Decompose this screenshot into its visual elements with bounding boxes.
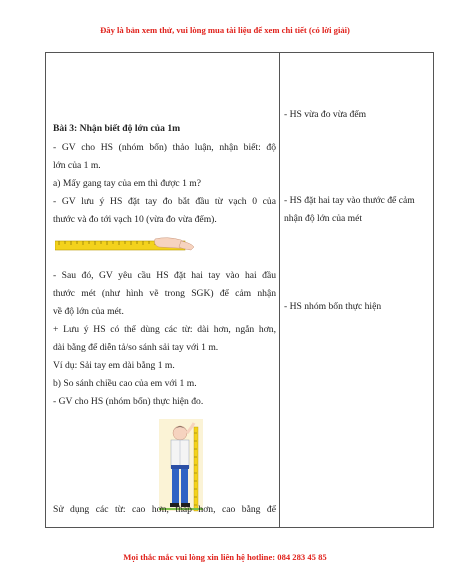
footer-notice: Mọi thắc mắc vui lòng xin liên hệ hotline: 084 283 45 85: [123, 552, 327, 562]
text-line: lớn của 1 m.: [53, 160, 101, 171]
text-line: - HS vừa đo vừa đếm: [284, 109, 367, 120]
text-line: - GV cho HS (nhóm bốn) thảo luận, nhận biết: độ: [53, 142, 276, 153]
text-line: Ví dụ: Sải tay em dài bằng 1 m.: [53, 360, 175, 371]
text-line: - Sau đó, GV yêu cầu HS đặt hai tay vào hai đầu: [53, 270, 276, 281]
hand-on-ruler-illustration: [55, 237, 195, 253]
text-line: thước mét (như hình vẽ trong SGK) để cảm nhận: [53, 288, 276, 299]
header-notice: Đây là bản xem thử, vui lòng mua tài liệu để xem chi tiết (có lời giải): [100, 25, 350, 35]
child-measuring-height-illustration: [156, 419, 206, 513]
text-line: - GV lưu ý HS đặt tay đo bắt đầu từ vạch 0 của: [53, 196, 276, 207]
text-line: b) So sánh chiều cao của em với 1 m.: [53, 378, 197, 389]
text-line: + Lưu ý HS có thể dùng các từ: dài hơn, ngắn hơn,: [53, 324, 276, 335]
column-divider: [279, 53, 280, 527]
lesson-title: Bài 3: Nhận biết độ lớn của 1m: [53, 123, 181, 134]
text-line: dài bằng để diễn tả/so sánh sải tay với 1 m.: [53, 342, 219, 353]
text-line: về độ lớn của mét.: [53, 306, 124, 317]
text-line: - GV cho HS (nhóm bốn) thực hiện đo.: [53, 396, 204, 407]
text-line: - HS đặt hai tay vào thước để cảm: [284, 195, 415, 206]
text-line: Sử dụng các từ: cao hơn, thấp hơn, cao bằng để: [53, 504, 276, 515]
text-line: - HS nhóm bốn thực hiện: [284, 301, 382, 312]
text-line: thước và đo tới vạch 10 (vừa đo vừa đếm).: [53, 214, 217, 225]
text-line: a) Mấy gang tay của em thì được 1 m?: [53, 178, 202, 189]
text-line: nhận độ lớn của mét: [284, 213, 363, 224]
lesson-table: [45, 52, 434, 528]
